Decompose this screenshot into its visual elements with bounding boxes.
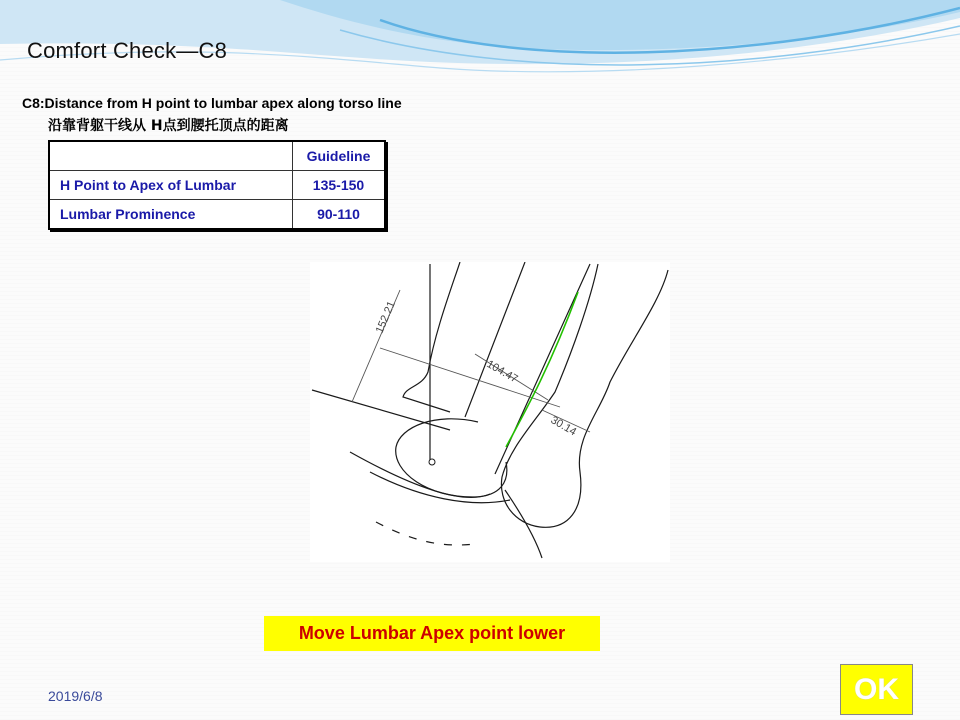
dimension-label-30: 30.14: [548, 414, 579, 439]
table-header-row: [49, 141, 385, 171]
subtitle-chinese: 沿靠背躯干线从 H点到腰托顶点的距离: [48, 118, 289, 134]
dimension-label-104: 104.47: [484, 358, 520, 386]
guideline-table: [48, 140, 386, 230]
dimension-label-152: 152.21: [373, 299, 398, 336]
seat-section-drawing: [310, 262, 670, 562]
table-header-guideline: Guideline: [293, 141, 386, 171]
subtitle-english: C8:Distance from H point to lumbar apex along torso line: [22, 95, 402, 111]
table-cell-label: Lumbar Prominence: [49, 200, 293, 230]
slide-date: 2019/6/8: [48, 688, 103, 704]
table-row: [49, 200, 385, 230]
table-cell-value: 135-150: [293, 171, 386, 200]
h-point-marker: [429, 459, 435, 465]
slide-title: Comfort Check—C8: [27, 38, 228, 63]
ok-badge: OK: [840, 664, 913, 715]
table-cell-label: H Point to Apex of Lumbar: [49, 171, 293, 200]
table-row: [49, 171, 385, 200]
callout-banner: Move Lumbar Apex point lower: [264, 616, 600, 651]
table-header-blank: [49, 141, 293, 171]
table-cell-value: 90-110: [293, 200, 386, 230]
drawing-canvas: [310, 262, 670, 562]
